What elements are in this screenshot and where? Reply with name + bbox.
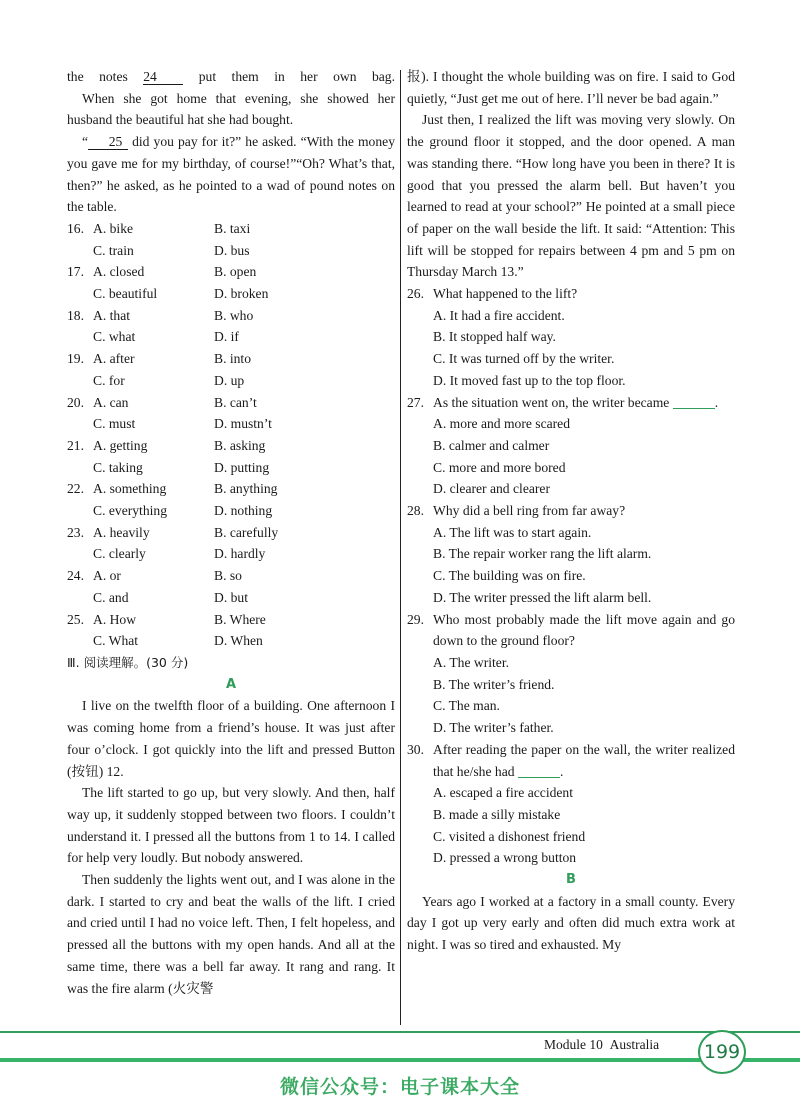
reading-question: [407, 609, 735, 739]
question-text: After reading the paper on the wall, the writer realized that he/she had .: [433, 741, 735, 779]
choice-number: 22.: [67, 481, 84, 497]
choice-spacer: [67, 457, 93, 479]
intro-dialogue: “ 25 did you pay for it?” he asked. “With the money you gave me for my birthday, of course!”“Oh? What’s that, then?” he asked, as he pointed to a wad of pound notes on the table.: [67, 134, 395, 215]
choice-option-d: D. if: [214, 329, 239, 345]
answer-blank: [673, 394, 715, 409]
choice-option-b: B. carefully: [214, 524, 279, 540]
choice-spacer: [67, 283, 93, 305]
choice-option-a: A. closed: [93, 264, 145, 280]
question-option: B. made a silly mistake: [433, 806, 561, 822]
choice-option-a: A. after: [93, 351, 135, 367]
choice-option-b: B. anything: [214, 481, 278, 497]
choice-option-d: D. up: [214, 372, 245, 388]
question-number: 29.: [407, 611, 424, 627]
answer-blank-25: 25: [88, 134, 128, 150]
right-column: [407, 66, 735, 956]
answer-blank: [518, 763, 560, 778]
choice-option-c: C. what: [93, 329, 136, 345]
passage-b-paragraph-1: Years ago I worked at a factory in a small county. Every day I got up very early and often did much extra work at night. I was so tired and exhausted. My: [407, 893, 735, 953]
choice-number: 18.: [67, 307, 84, 323]
passage-label-a: A: [225, 676, 237, 692]
choice-option-d: D. hardly: [214, 546, 266, 562]
question-option: A. more and more scared: [433, 416, 571, 432]
passage-a-paragraph-1: I live on the twelfth floor of a building. One afternoon I was coming home from a friend’s house. It was just after four o’clock. I got quickly into the lift and pressed Button (按钮) 12.: [67, 698, 395, 779]
reading-question: [407, 739, 735, 869]
choice-option-a: A. bike: [93, 220, 134, 236]
choice-option-c: C. taking: [93, 459, 143, 475]
choice-option-d: D. but: [214, 589, 248, 605]
question-number: 28.: [407, 503, 424, 519]
reading-question: [407, 392, 735, 501]
choice-question: [67, 565, 395, 608]
choice-number: 20.: [67, 394, 84, 410]
choice-option-d: D. putting: [214, 459, 270, 475]
question-option: D. It moved fast up to the top floor.: [433, 372, 626, 388]
choice-option-c: C. for: [93, 372, 125, 388]
passage-a-paragraph-2: The lift started to go up, but very slowly. And then, half way up, it suddenly stopped between two floors. I couldn’t understand it. I pressed all the buttons from 1 to 14. I called for help very loudly. But nobody answered.: [67, 785, 395, 866]
question-option: C. more and more bored: [433, 459, 566, 475]
question-number: 26.: [407, 286, 424, 302]
choice-option-b: B. into: [214, 351, 252, 367]
choice-option-c: C. clearly: [93, 546, 146, 562]
question-option: D. The writer pressed the lift alarm bell.: [433, 589, 652, 605]
question-option: A. The writer.: [433, 654, 510, 670]
question-text: Why did a bell ring from far away?: [433, 503, 626, 519]
choice-option-a: A. getting: [93, 437, 148, 453]
question-text: As the situation went on, the writer became .: [433, 394, 719, 410]
answer-blank-24: 24: [143, 69, 183, 85]
choice-option-b: B. asking: [214, 437, 266, 453]
choice-option-c: C. everything: [93, 503, 167, 519]
choice-option-c: C. train: [93, 242, 134, 258]
question-text: Who most probably made the lift move again and go down to the ground floor?: [433, 611, 735, 649]
choice-spacer: [67, 326, 93, 348]
footer-rule: [0, 1031, 800, 1033]
choice-number: 16.: [67, 220, 84, 236]
section-title: Ⅲ. 阅读理解。(30 分): [67, 654, 189, 670]
choice-option-d: D. mustn’t: [214, 416, 272, 432]
choice-option-c: C. must: [93, 416, 136, 432]
question-option: B. The repair worker rang the lift alarm.: [433, 546, 652, 562]
question-option: A. It had a fire accident.: [433, 307, 565, 323]
choice-number: 19.: [67, 351, 84, 367]
question-number: 30.: [407, 741, 424, 757]
choice-spacer: [67, 240, 93, 262]
question-list: [407, 283, 735, 869]
intro-line-1: the notes 24 put them in her own bag.: [67, 69, 395, 84]
choice-option-c: C. beautiful: [93, 286, 158, 302]
choice-spacer: [67, 413, 93, 435]
choice-spacer: [67, 500, 93, 522]
choice-question: [67, 435, 395, 478]
question-option: B. The writer’s friend.: [433, 676, 555, 692]
question-option: D. clearer and clearer: [433, 481, 550, 497]
choice-option-a: A. can: [93, 394, 129, 410]
choice-option-c: C. and: [93, 589, 129, 605]
choice-option-d: D. nothing: [214, 503, 273, 519]
choice-number: 25.: [67, 611, 84, 627]
left-column: [67, 66, 395, 999]
choice-spacer: [67, 543, 93, 565]
question-option: A. escaped a fire accident: [433, 785, 574, 801]
choice-number: 23.: [67, 524, 84, 540]
choice-option-a: A. or: [93, 568, 121, 584]
choice-option-b: B. open: [214, 264, 257, 280]
choice-spacer: [67, 630, 93, 652]
choice-option-b: B. can’t: [214, 394, 257, 410]
choice-question: [67, 348, 395, 391]
question-option: C. visited a dishonest friend: [433, 828, 586, 844]
footer-module: Module 10 Australia: [544, 1037, 660, 1052]
page-number: 199: [698, 1030, 746, 1074]
choice-question: [67, 609, 395, 652]
choice-question: [67, 478, 395, 521]
passage-label-b: B: [566, 872, 576, 888]
choice-option-b: B. so: [214, 568, 242, 584]
choice-question: [67, 305, 395, 348]
question-option: B. calmer and calmer: [433, 437, 550, 453]
choice-number: 21.: [67, 437, 84, 453]
choice-option-b: B. who: [214, 307, 254, 323]
passage-a-paragraph-4: Just then, I realized the lift was moving very slowly. On the ground floor it stopped, and the door opened. A man was standing there. “How long have you been in there? It is good that you pressed the alarm bell. But haven’t you learned to read at your school?” He pointed at a small piece of paper on the wall beside the lift. It said: “Attention: This lift will be stopped for repairs between 4 pm and 5 pm on Thursday March 13.”: [407, 112, 735, 280]
intro-paragraph: When she got home that evening, she showed her husband the beautiful hat she had bought.: [67, 90, 395, 128]
question-option: B. It stopped half way.: [433, 329, 556, 345]
choice-option-d: D. bus: [214, 242, 250, 258]
choice-option-a: A. heavily: [93, 524, 150, 540]
choice-question: [67, 392, 395, 435]
question-option: A. The lift was to start again.: [433, 524, 592, 540]
passage-a-paragraph-3: Then suddenly the lights went out, and I was alone in the dark. I started to cry and beat the walls of the lift. I cried and cried until I had no voice left. Then, I felt hopeless, and pressed all the buttons with my open hands. And all at the same time, there was a bell far away. It rang and rang. It was the fire alarm (火灾警: [67, 872, 395, 996]
reading-question: [407, 500, 735, 609]
question-option: C. The man.: [433, 698, 500, 714]
question-option: D. The writer’s father.: [433, 720, 554, 736]
choice-question: [67, 522, 395, 565]
choice-option-c: C. What: [93, 633, 139, 649]
wechat-watermark: 微信公众号：电子课本大全: [279, 1076, 520, 1098]
question-option: C. It was turned off by the writer.: [433, 351, 615, 367]
choice-number: 24.: [67, 568, 84, 584]
question-text: What happened to the lift?: [433, 286, 578, 302]
passage-a-continuation: 报). I thought the whole building was on fire. I said to God quietly, “Just get me out of here. I’ll never be bad again.”: [407, 69, 735, 106]
choice-spacer: [67, 587, 93, 609]
choice-option-a: A. something: [93, 481, 167, 497]
choice-number: 17.: [67, 264, 84, 280]
footer-band: [0, 1058, 800, 1062]
choice-question: [67, 261, 395, 304]
choice-list: [67, 218, 395, 652]
choice-question: [67, 218, 395, 261]
choice-option-b: B. taxi: [214, 220, 251, 236]
column-divider: [400, 70, 401, 1025]
choice-option-d: D. When: [214, 633, 263, 649]
choice-spacer: [67, 370, 93, 392]
reading-question: [407, 283, 735, 392]
question-number: 27.: [407, 394, 424, 410]
question-option: D. pressed a wrong button: [433, 850, 577, 866]
choice-option-a: A. that: [93, 307, 130, 323]
question-option: C. The building was on fire.: [433, 568, 586, 584]
choice-option-b: B. Where: [214, 611, 266, 627]
choice-option-a: A. How: [93, 611, 137, 627]
choice-option-d: D. broken: [214, 286, 269, 302]
